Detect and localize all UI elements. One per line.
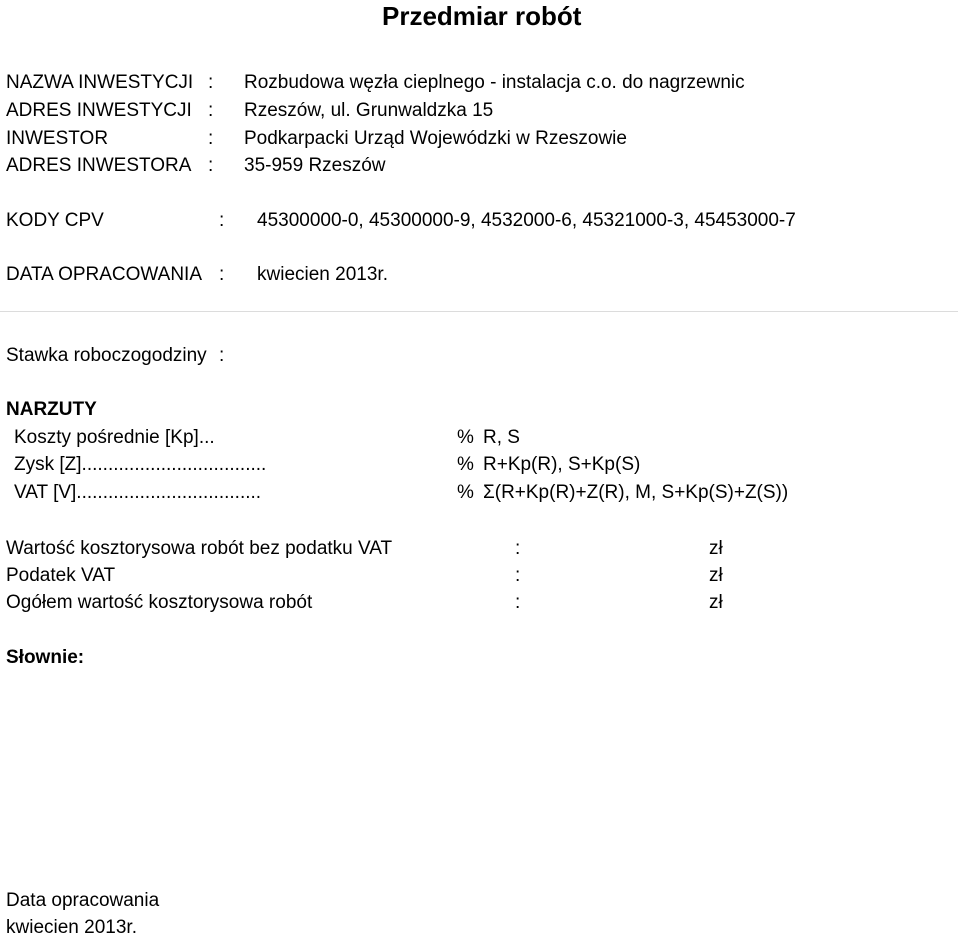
surcharge-vat-label: VAT [V]...................................: [14, 482, 262, 503]
surcharge-z-label: Zysk [Z]...................................: [14, 454, 267, 475]
total-gross-unit: zł: [709, 592, 723, 613]
total-gross-colon: :: [515, 592, 521, 613]
page-title: Przedmiar robót: [382, 1, 582, 31]
investment-address-value: Rzeszów, ul. Grunwaldzka 15: [244, 100, 494, 121]
footer-date-label: Data opracowania: [6, 890, 160, 911]
investor-address-colon: :: [208, 155, 214, 176]
surcharges-heading: NARZUTY: [6, 399, 97, 420]
surcharge-vat-unit: %: [457, 482, 474, 503]
investor-colon: :: [208, 128, 214, 149]
footer-date-value: kwiecien 2013r.: [6, 917, 137, 938]
date-value: kwiecien 2013r.: [257, 264, 388, 285]
rate-label: Stawka roboczogodziny: [6, 345, 207, 366]
date-label: DATA OPRACOWANIA: [6, 264, 203, 285]
cpv-value: 45300000-0, 45300000-9, 4532000-6, 45321000-3, 45453000-7: [257, 210, 796, 231]
amount-in-words-label: Słownie:: [6, 647, 85, 668]
total-vat-unit: zł: [709, 565, 723, 586]
total-vat-label: Podatek VAT: [6, 565, 116, 586]
surcharge-vat-base: Σ(R+Kp(R)+Z(R), M, S+Kp(S)+Z(S)): [483, 482, 789, 503]
total-vat-colon: :: [515, 565, 521, 586]
date-colon: :: [219, 264, 225, 285]
investment-address-colon: :: [208, 100, 214, 121]
surcharge-kp-unit: %: [457, 427, 474, 448]
surcharge-kp-base: R, S: [483, 427, 520, 448]
investment-address-label: ADRES INWESTYCJI: [6, 100, 192, 121]
investment-name-label: NAZWA INWESTYCJI: [6, 72, 194, 93]
investor-value: Podkarpacki Urząd Wojewódzki w Rzeszowie: [244, 128, 627, 149]
investor-address-label: ADRES INWESTORA: [6, 155, 192, 176]
total-net-label: Wartość kosztorysowa robót bez podatku VAT: [6, 538, 393, 559]
investment-name-colon: :: [208, 72, 214, 93]
investor-address-value: 35-959 Rzeszów: [244, 155, 386, 176]
surcharge-kp-label: Koszty pośrednie [Kp]...: [14, 427, 215, 448]
investor-label: INWESTOR: [6, 128, 109, 149]
section-divider: [0, 311, 958, 312]
total-net-colon: :: [515, 538, 521, 559]
surcharge-z-base: R+Kp(R), S+Kp(S): [483, 454, 641, 475]
cpv-label: KODY CPV: [6, 210, 104, 231]
total-net-unit: zł: [709, 538, 723, 559]
total-gross-label: Ogółem wartość kosztorysowa robót: [6, 592, 313, 613]
rate-colon: :: [219, 345, 225, 366]
cpv-colon: :: [219, 210, 225, 231]
investment-name-value: Rozbudowa węzła cieplnego - instalacja c.o. do nagrzewnic: [244, 72, 745, 93]
surcharge-z-unit: %: [457, 454, 474, 475]
